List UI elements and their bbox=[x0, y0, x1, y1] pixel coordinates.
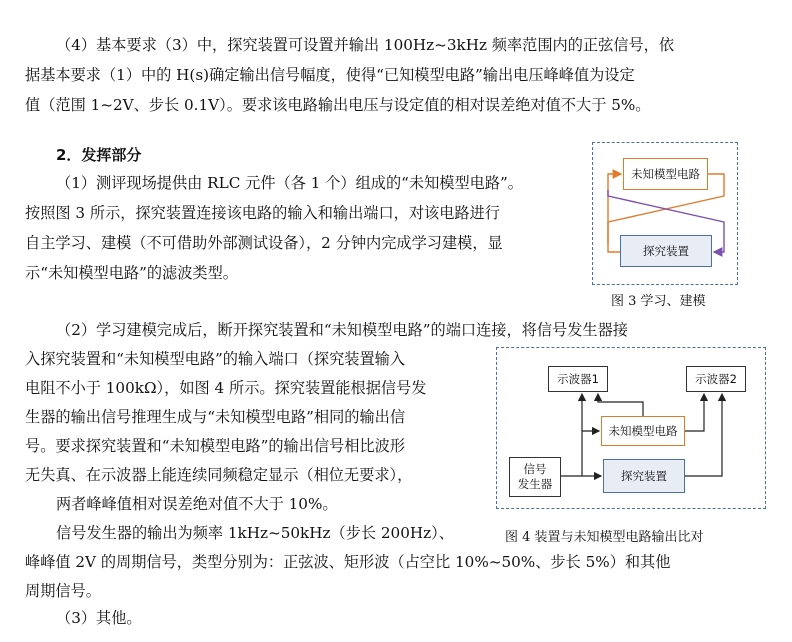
para4-line3: 值（范围 1~2V、步长 0.1V）。要求该电路输出电压与设定值的相对误差绝对值不大于 5%。 bbox=[25, 96, 651, 114]
item1-line3: 自主学习、建模（不可借助外部测试设备），2 分钟内完成学习建模，显 bbox=[25, 234, 503, 252]
para4-line1: （4）基本要求（3）中，探究装置可设置并输出 100Hz~3kHz 频率范围内的正弦信号，依 bbox=[56, 36, 675, 54]
item1-line2: 按照图 3 所示，探究装置连接该电路的输入和输出端口，对该电路进行 bbox=[25, 204, 500, 222]
fig4-unknown-circuit-box: 未知模型电路 bbox=[601, 416, 685, 446]
item2-line10: 周期信号。 bbox=[25, 582, 101, 600]
item2-line5: 号。要求探究装置和“未知模型电路”的输出信号相比波形 bbox=[25, 437, 406, 455]
item2-line3: 电阻不小于 100kΩ），如图 4 所示。探究装置能根据信号发 bbox=[25, 379, 427, 397]
fig4-oscilloscope-1: 示波器1 bbox=[548, 366, 608, 392]
item2-line1: （2）学习建模完成后，断开探究装置和“未知模型电路”的端口连接，将信号发生器接 bbox=[56, 321, 628, 339]
item2-line4: 生器的输出信号推理生成与“未知模型电路”相同的输出信 bbox=[25, 408, 406, 426]
item2-line2: 入探究装置和“未知模型电路”的输入端口（探究装置输入 bbox=[25, 350, 406, 368]
item2-line8: 信号发生器的输出为频率 1kHz~50kHz（步长 200Hz）、 bbox=[56, 524, 454, 542]
fig3-caption: 图 3 学习、建模 bbox=[611, 294, 706, 309]
fig4-generator-label-1: 信号 bbox=[523, 462, 547, 476]
item2-line7: 两者峰峰值相对误差绝对值不大于 10%。 bbox=[56, 495, 338, 513]
item2-line6: 无失真、在示波器上能连续同频稳定显示（相位无要求）， bbox=[25, 466, 413, 484]
fig4-device-box: 探究装置 bbox=[603, 459, 685, 493]
section-title: 2．发挥部分 bbox=[56, 146, 142, 164]
item1-line1: （1）测评现场提供由 RLC 元件（各 1 个）组成的“未知模型电路”。 bbox=[56, 174, 523, 192]
fig3-device-box: 探究装置 bbox=[620, 235, 712, 267]
item2-line9: 峰峰值 2V 的周期信号，类型分别为：正弦波、矩形波（占空比 10%~50%、步长 5%）和其他 bbox=[25, 553, 671, 571]
para4-line2: 据基本要求（1）中的 H(s)确定输出信号幅度，使得“已知模型电路”输出电压峰峰值为设定 bbox=[25, 66, 635, 84]
fig4-generator-label-2: 发生器 bbox=[517, 477, 553, 491]
fig4-caption: 图 4 装置与未知模型电路输出比对 bbox=[505, 530, 704, 545]
item3-line: （3）其他。 bbox=[56, 609, 142, 627]
item1-line4: 示“未知模型电路”的滤波类型。 bbox=[25, 264, 238, 282]
fig4-oscilloscope-2: 示波器2 bbox=[686, 366, 746, 392]
fig3-unknown-circuit-box: 未知模型电路 bbox=[623, 158, 708, 190]
